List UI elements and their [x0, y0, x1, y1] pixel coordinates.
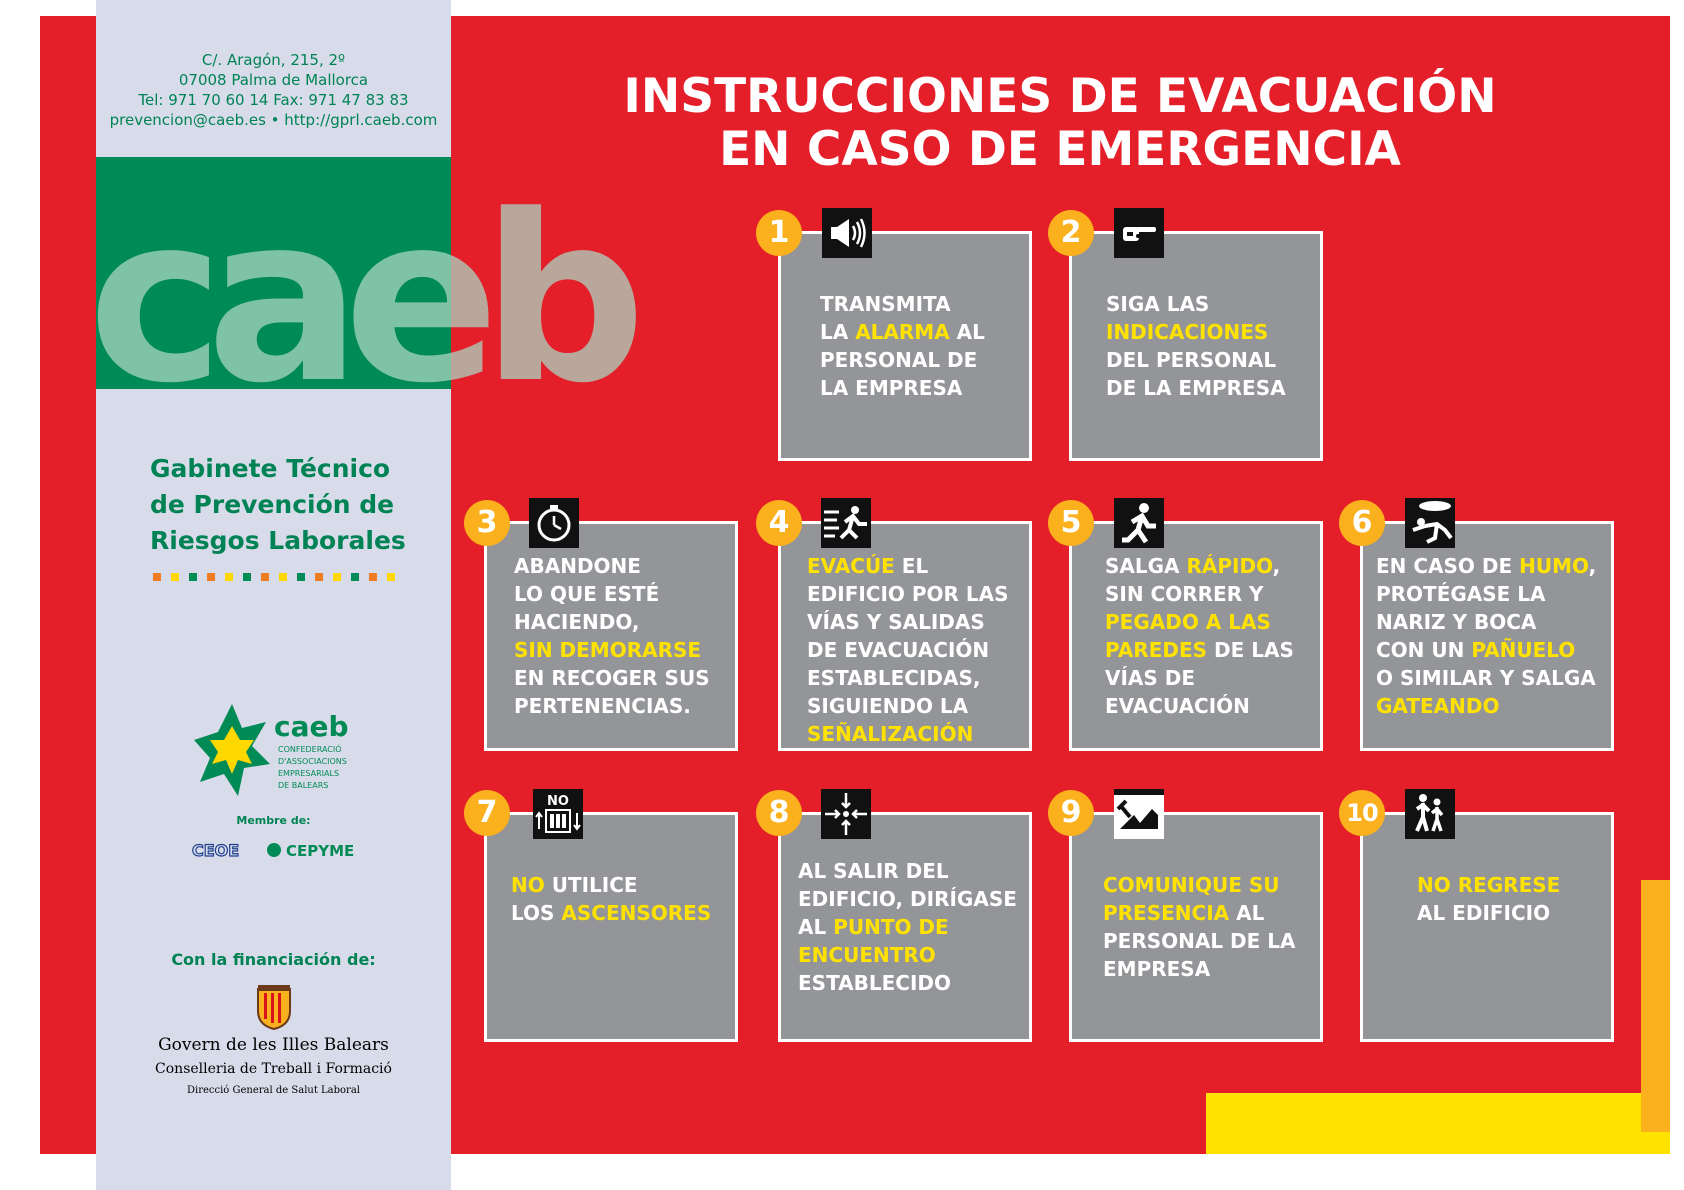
step-text-line	[807, 580, 1009, 608]
step-text	[798, 857, 1017, 997]
plain-text: SIGA LAS	[1106, 292, 1210, 316]
report-presence-icon	[1114, 789, 1164, 839]
step-text-line	[798, 885, 1017, 913]
step-text-line	[1105, 664, 1294, 692]
web-line[interactable]: prevencion@caeb.es • http://gprl.caeb.com	[109, 111, 438, 129]
svg-text:D'ASSOCIACIONS: D'ASSOCIACIONS	[278, 757, 347, 766]
highlight-text: RÁPIDO	[1186, 554, 1273, 578]
svg-text:caeb: caeb	[88, 167, 629, 434]
plain-text: ESTABLECIDAS,	[807, 666, 981, 690]
step-text-line	[1417, 871, 1560, 899]
highlight-text: PRESENCIA	[1103, 901, 1230, 925]
step-text-line	[1106, 290, 1286, 318]
yellow-accent-bar	[1206, 1093, 1670, 1154]
plain-text: SIN CORRER Y	[1105, 582, 1264, 606]
plain-text: EDIFICIO POR LAS	[807, 582, 1009, 606]
step-text-line	[1105, 552, 1294, 580]
step-text-line	[1103, 871, 1296, 899]
step-text	[807, 552, 1009, 748]
highlight-text: PEGADO A LAS	[1105, 610, 1271, 634]
gabinete-line-1: Gabinete Técnico	[150, 454, 391, 483]
step-text	[514, 552, 710, 720]
step-text-line	[514, 692, 710, 720]
svg-text:CONFEDERACIÓ: CONFEDERACIÓ	[278, 745, 342, 754]
step-text-line	[514, 552, 710, 580]
step-text	[1376, 552, 1596, 720]
city-line: 07008 Palma de Mallorca	[178, 71, 369, 89]
highlight-text: NO REGRESE	[1417, 873, 1561, 897]
step-number-badge: 2	[1048, 210, 1094, 256]
plain-text: VÍAS Y SALIDAS	[807, 610, 985, 634]
plain-text: LO QUE ESTÉ	[514, 582, 660, 606]
contact-block	[96, 50, 451, 130]
highlight-text: ENCUENTRO	[798, 943, 936, 967]
step-text-line	[1376, 552, 1596, 580]
step-text-line	[1105, 580, 1294, 608]
plain-text: VÍAS DE	[1105, 666, 1196, 690]
plain-text: EN CASO DE	[1376, 554, 1520, 578]
plain-text: CON UN	[1376, 638, 1472, 662]
title-line-2: EN CASO DE EMERGENCIA	[719, 122, 1401, 177]
crawling-smoke-icon	[1405, 498, 1455, 548]
highlight-text: GATEANDO	[1376, 694, 1500, 718]
step-text-line	[1376, 636, 1596, 664]
highlight-text: PAREDES	[1105, 638, 1208, 662]
plain-text: AL	[949, 320, 985, 344]
plain-text: ABANDONE	[514, 554, 641, 578]
step-text-line	[1103, 955, 1296, 983]
step-text-line	[820, 290, 985, 318]
step-text-line	[511, 871, 711, 899]
step-card-10	[1360, 812, 1614, 1042]
plain-text: ESTABLECIDO	[798, 971, 952, 995]
step-text-line	[798, 969, 1017, 997]
clock-icon	[529, 498, 579, 548]
step-text-line	[514, 580, 710, 608]
step-text-line	[1106, 346, 1286, 374]
svg-text:caeb: caeb	[274, 710, 349, 743]
conselleria-name: Conselleria de Treball i Formació	[155, 1061, 392, 1077]
step-number-badge: 4	[756, 500, 802, 546]
step-text-line	[807, 552, 1009, 580]
highlight-text: HUMO	[1519, 554, 1589, 578]
step-number-badge: 1	[756, 210, 802, 256]
step-text-line	[798, 913, 1017, 941]
plain-text: PERSONAL DE LA	[1103, 929, 1296, 953]
financiacion-label: Con la financiación de:	[171, 950, 376, 969]
no-return-icon	[1405, 789, 1455, 839]
step-text-line	[1376, 580, 1596, 608]
step-text-line	[511, 899, 711, 927]
gabinete-line-3: Riesgos Laborales	[150, 526, 406, 555]
plain-text: HACIENDO,	[514, 610, 640, 634]
plain-text: PERSONAL DE	[820, 348, 978, 372]
step-text	[1106, 290, 1286, 402]
direccio-name: Direcció General de Salut Laboral	[186, 1085, 360, 1096]
highlight-text: SEÑALIZACIÓN	[807, 722, 974, 746]
step-text-line	[1105, 608, 1294, 636]
plain-text: ,	[1272, 554, 1281, 578]
plain-text: O SIMILAR Y SALGA	[1376, 666, 1596, 690]
pointing-hand-icon	[1114, 208, 1164, 258]
plain-text: AL EDIFICIO	[1417, 901, 1551, 925]
step-text-line	[807, 664, 1009, 692]
step-text-line	[1376, 608, 1596, 636]
step-text-line	[1376, 664, 1596, 692]
member-logos	[192, 838, 392, 862]
plain-text: AL SALIR DEL	[798, 859, 949, 883]
meeting-point-icon	[821, 789, 871, 839]
step-text	[1417, 871, 1560, 927]
step-text-line	[1103, 899, 1296, 927]
plain-text: DEL PERSONAL	[1106, 348, 1277, 372]
highlight-text: COMUNIQUE SU	[1103, 873, 1280, 897]
membre-label: Membre de:	[236, 814, 311, 827]
step-number-badge: 9	[1048, 790, 1094, 836]
plain-text: AL	[1229, 901, 1265, 925]
highlight-text: PUNTO DE	[833, 915, 949, 939]
step-text	[1105, 552, 1294, 720]
plain-text: LA	[820, 320, 856, 344]
megaphone-icon	[822, 208, 872, 258]
step-text-line	[807, 636, 1009, 664]
orange-accent-bar	[1641, 880, 1670, 1132]
step-text-line	[798, 857, 1017, 885]
svg-text:CEOE: CEOE	[192, 841, 240, 860]
step-text-line	[514, 664, 710, 692]
govern-name: Govern de les Illes Balears	[158, 1035, 389, 1055]
svg-text:DE BALEARS: DE BALEARS	[278, 781, 329, 790]
caeb-big-logo	[88, 157, 629, 434]
step-text-line	[514, 636, 710, 664]
caeb-logo	[190, 700, 370, 810]
highlight-text: ALARMA	[855, 320, 950, 344]
step-text-line	[1417, 899, 1560, 927]
step-number-badge: 8	[756, 790, 802, 836]
step-text-line	[807, 720, 1009, 748]
step-number-badge: 10	[1339, 790, 1385, 836]
no-elevator-icon	[533, 789, 583, 839]
plain-text: SALGA	[1105, 554, 1187, 578]
plain-text: EDIFICIO, DIRÍGASE	[798, 887, 1017, 911]
highlight-text: EVACÚE	[807, 554, 895, 578]
highlight-text: ASCENSORES	[561, 901, 712, 925]
highlight-text: PAÑUELO	[1471, 638, 1576, 662]
page-title	[560, 70, 1560, 176]
step-text-line	[514, 608, 710, 636]
address-line: C/. Aragón, 215, 2º	[201, 51, 346, 69]
plain-text: DE LAS	[1207, 638, 1294, 662]
color-dots-divider	[153, 573, 395, 581]
title-line-1: INSTRUCCIONES DE EVACUACIÓN	[623, 69, 1497, 124]
step-text-line	[1105, 636, 1294, 664]
step-card-7	[484, 812, 738, 1042]
step-number-badge: 3	[464, 500, 510, 546]
step-text-line	[798, 941, 1017, 969]
step-text-line	[1376, 692, 1596, 720]
plain-text: EMPRESA	[1103, 957, 1211, 981]
gabinete-line-2: de Prevención de	[150, 490, 395, 519]
step-text-line	[1105, 692, 1294, 720]
plain-text: AL	[798, 915, 834, 939]
plain-text: UTILICE	[544, 873, 638, 897]
step-text-line	[1106, 374, 1286, 402]
svg-text:NO: NO	[547, 794, 569, 809]
step-text	[820, 290, 985, 402]
step-number-badge: 5	[1048, 500, 1094, 546]
step-text-line	[807, 608, 1009, 636]
svg-text:CEPYME: CEPYME	[286, 842, 355, 860]
highlight-text: SIN DEMORARSE	[514, 638, 702, 662]
step-text-line	[820, 346, 985, 374]
plain-text: DE EVACUACIÓN	[807, 638, 990, 662]
plain-text: SIGUIENDO LA	[807, 694, 969, 718]
step-text-line	[1103, 927, 1296, 955]
svg-text:EMPRESARIALS: EMPRESARIALS	[278, 769, 340, 778]
step-text-line	[1106, 318, 1286, 346]
step-text-line	[807, 692, 1009, 720]
plain-text: TRANSMITA	[820, 292, 951, 316]
step-number-badge: 7	[464, 790, 510, 836]
plain-text: PERTENENCIAS.	[514, 694, 691, 718]
highlight-text: INDICACIONES	[1106, 320, 1269, 344]
step-text	[1103, 871, 1296, 983]
govern-crest-icon	[254, 985, 294, 1031]
step-text-line	[820, 374, 985, 402]
plain-text: ,	[1588, 554, 1597, 578]
step-number-badge: 6	[1339, 500, 1385, 546]
step-text-line	[820, 318, 985, 346]
plain-text: EN RECOGER SUS	[514, 666, 710, 690]
running-exit-icon	[821, 498, 871, 548]
phone-line: Tel: 971 70 60 14 Fax: 971 47 83 83	[138, 91, 409, 109]
plain-text: LA EMPRESA	[820, 376, 963, 400]
plain-text: PROTÉGASE LA	[1376, 582, 1546, 606]
plain-text: LOS	[511, 901, 562, 925]
step-text	[511, 871, 711, 927]
plain-text: EVACUACIÓN	[1105, 694, 1250, 718]
highlight-text: NO	[511, 873, 545, 897]
walking-person-icon	[1114, 498, 1164, 548]
plain-text: DE LA EMPRESA	[1106, 376, 1286, 400]
gabinete-title	[150, 451, 450, 559]
plain-text: EL	[894, 554, 929, 578]
plain-text: NARIZ Y BOCA	[1376, 610, 1537, 634]
